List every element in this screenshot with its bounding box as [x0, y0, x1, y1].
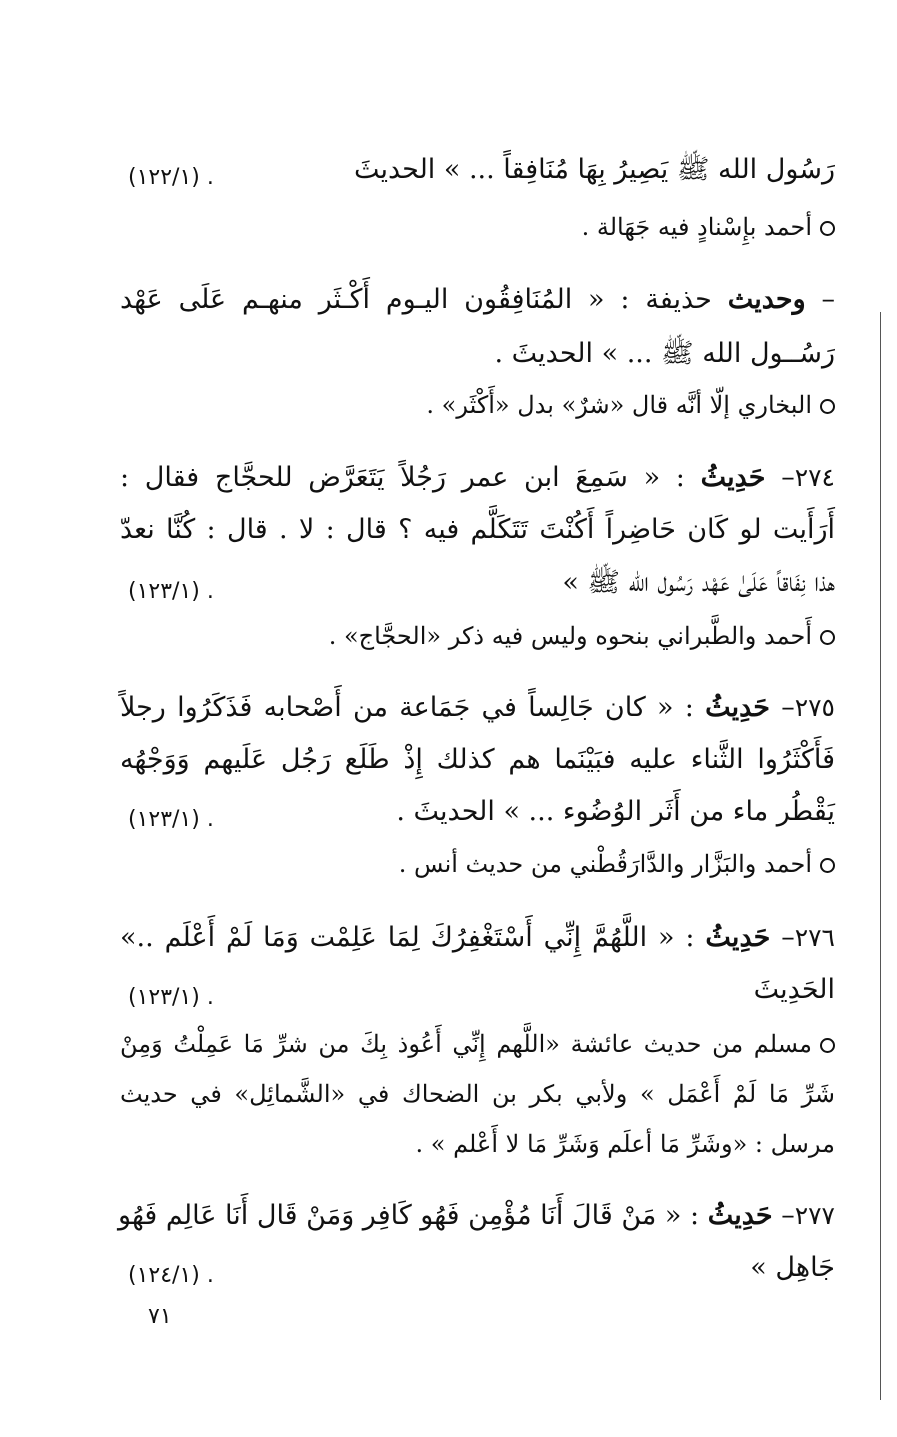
- entry-276-line-2: الحَدِيثَ: [753, 974, 835, 1005]
- hadith-keyword: حَدِيثُ: [705, 922, 771, 953]
- entry-274-line-1: ٢٧٤– حَدِيثُ : « سَمِعَ ابن عمر رَجُلاً يَتَعَرَّض للحجَّاج فقال :: [120, 462, 835, 493]
- entry-number: ٢٧٦: [794, 923, 835, 952]
- entry-number: ٢٧٧: [794, 1201, 835, 1230]
- hadith-keyword: حَدِيثُ: [707, 1200, 773, 1231]
- entry-hudhayfa-line-2: رَسُــول الله ﷺ ... » الحديثَ .: [494, 338, 835, 369]
- entry-276-ref: (١٢٣/١) .: [128, 985, 214, 1010]
- entry-274-line-2: أَرَأَيت لو كَان حَاضِراً أَكُنْتَ تَتَكَلَّم فيه ؟ قال : لا . قال : كُنَّا نعدّ: [120, 514, 835, 545]
- entry-275-ref: (١٢٣/١) .: [128, 807, 214, 832]
- note-circle-icon: [820, 630, 835, 645]
- entry-275-line-2: فَأَكْثَرُوا الثَّناء عليه فبَيْنَما هم كذلك إِذْ طَلَع رَجُل عَلَيهم وَوَجْهُه: [120, 744, 835, 775]
- entry-275-note: أحمد والبَزَّار والدَّارَقُطْني من حديث أنس .: [399, 844, 835, 884]
- entry-hudhayfa-note: البخاري إلّا أنَّه قال «شرٌ» بدل «أَكْثَر» .: [426, 385, 835, 425]
- entry-275-line-1: ٢٧٥– حَدِيثُ : « كان جَالِساً في جَمَاعة من أَصْحابه فَذَكَرُوا رجلاً: [120, 692, 835, 723]
- note-circle-icon: [820, 858, 835, 873]
- entry-cont-ref: (١٢٢/١) .: [128, 165, 214, 190]
- page-edge-line: [880, 312, 881, 1400]
- entry-number: ٢٧٤: [794, 463, 835, 492]
- note-circle-icon: [820, 1038, 835, 1053]
- hadith-keyword: وحديث: [727, 284, 806, 315]
- entry-276-note-1: مسلم من حديث عائشة «اللَّهم إِنِّي أَعُوذ بِكَ من شرِّ مَا عَمِلْتُ وَمِنْ: [120, 1024, 835, 1064]
- entry-number: ٢٧٥: [794, 693, 835, 722]
- entry-277-ref: (١٢٤/١) .: [128, 1263, 214, 1288]
- entry-274-ref: (١٢٣/١) .: [128, 579, 214, 604]
- entry-276-note-3: مرسل : «وشَرِّ مَا أعلَم وَشَرِّ مَا لا أَعْلم » .: [415, 1130, 835, 1158]
- hadith-keyword: حَدِيثُ: [705, 692, 770, 723]
- entry-275-line-3: يَقْطُر ماء من أَثَر الوُضُوء ... » الحديثَ .: [396, 796, 835, 827]
- entry-277-line-1: ٢٧٧– حَدِيثُ : « مَنْ قَالَ أَنَا مُؤْمِن فَهُو كَافِر وَمَنْ قَال أَنَا عَالِم فَهُو: [118, 1200, 835, 1231]
- entry-276-line-1: ٢٧٦– حَدِيثُ : « اللَّهُمَّ إِنِّي أَسْتَغْفِرُكَ لِمَا عَلِمْت وَمَا لَمْ أَعْلَم ..»: [120, 922, 835, 953]
- entry-274-note: أَحمد والطَّبراني بنحوه وليس فيه ذكر «الحجَّاج» .: [329, 616, 835, 656]
- entry-hudhayfa-line-1: – وحديث حذيفة : « المُنَافِقُون اليـوم أَكْـثَر منهـم عَلَى عَهْد: [120, 284, 835, 315]
- entry-277-line-2: جَاهِل »: [750, 1252, 835, 1283]
- entry-276-note-2: شَرِّ مَا لَمْ أَعْمَل » ولأبي بكر بن الضحاك في «الشَّمائِل» في حديث: [120, 1080, 835, 1108]
- page-number: ٧١: [148, 1304, 172, 1329]
- entry-cont-line-1: رَسُول الله ﷺ يَصِيرُ بِهَا مُنَافِقاً ... » الحديثَ: [353, 154, 835, 185]
- note-circle-icon: [820, 221, 835, 236]
- note-circle-icon: [820, 399, 835, 414]
- hadith-keyword: حَدِيثُ: [700, 462, 766, 493]
- entry-274-line-3: هذا نِفَاقاً عَلَىٰ عَهْد رَسُول الله ﷺ »: [562, 567, 835, 598]
- entry-cont-note: أحمد بإِسْنادٍ فيه جَهَالة .: [582, 207, 835, 247]
